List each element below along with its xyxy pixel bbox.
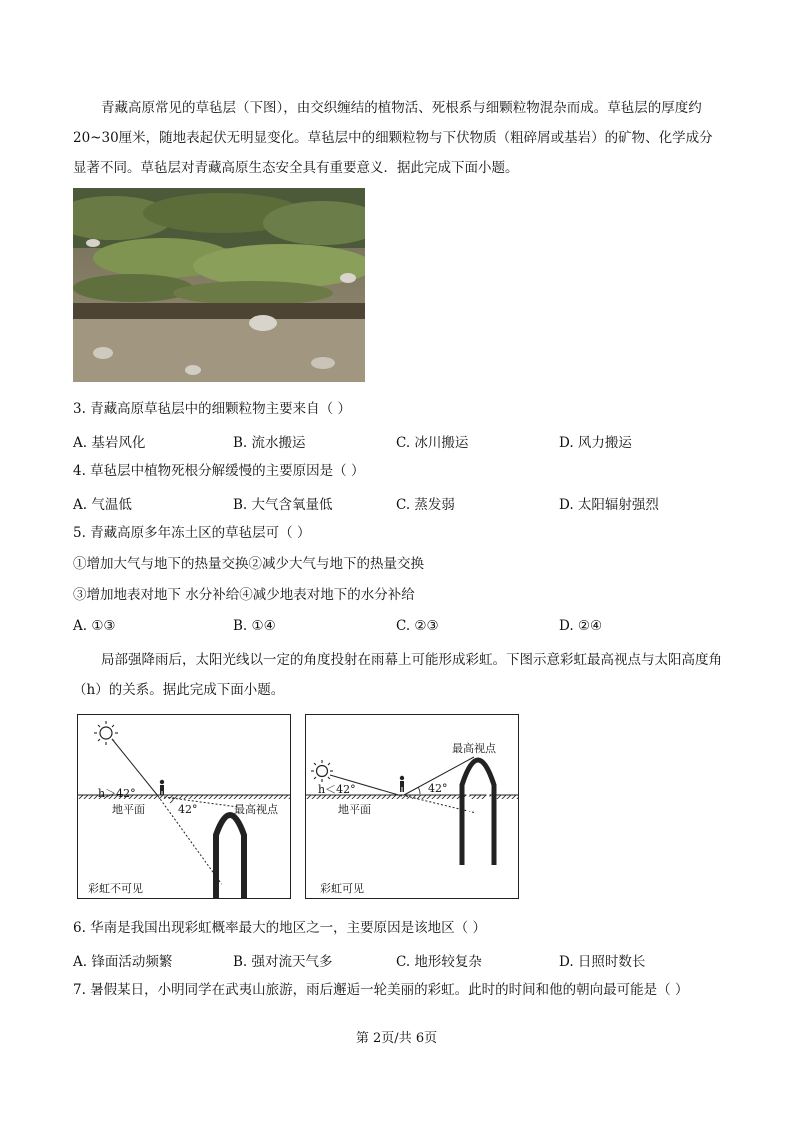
question-4-stem: 4. 草毡层中植物死根分解缓慢的主要原因是（ ） <box>73 463 365 479</box>
question-5-option-d[interactable]: D. ②④ <box>559 618 603 634</box>
question-4-option-d[interactable]: D. 太阳辐射强烈 <box>559 497 659 513</box>
question-6-option-b[interactable]: B. 强对流天气多 <box>233 954 333 970</box>
question-5-stem: 5. 青藏高原多年冻土区的草毡层可（ ） <box>73 525 311 541</box>
question-6-option-c[interactable]: C. 地形较复杂 <box>396 954 482 970</box>
question-5-option-b[interactable]: B. ①④ <box>233 618 276 634</box>
highest-point-label: 最高视点 <box>234 803 278 816</box>
question-3-option-c[interactable]: C. 冰川搬运 <box>396 435 469 451</box>
sun-icon <box>311 760 333 782</box>
rainbow-diagram-visible <box>305 714 519 899</box>
horizon-label: 地平面 <box>112 803 145 816</box>
grass-mat-photo <box>73 188 365 382</box>
question-5-line-1: ①增加大气与地下的热量交换②减少大气与地下的热量交换 <box>73 556 424 572</box>
diagram-caption: 彩虹可见 <box>320 882 364 895</box>
question-3-option-b[interactable]: B. 流水搬运 <box>233 435 306 451</box>
sun-angle-label: h＜42° <box>318 783 356 796</box>
sun-angle-label: h＞42° <box>98 787 136 800</box>
question-4-option-a[interactable]: A. 气温低 <box>73 497 132 513</box>
intro-paragraph-2: 局部强降雨后，太阳光线以一定的角度投射在雨幕上可能形成彩虹。下图示意彩虹最高视点与太阳高度角（h）的关系。据此完成下面小题。 <box>73 652 722 698</box>
question-5-line-2: ③增加地表对地下 水分补给④减少地表对地下的水分补给 <box>73 587 415 603</box>
intro-paragraph-1: 青藏高原常见的草毡层（下图），由交织缠结的植物活、死根系与细颗粒物混杂而成。草毡层的厚度约20~30厘米，随地表起伏无明显变化。草毡层中的细颗粒物与下伏物质（粗碎屑或基岩）的矿物、化学成分显著不同。草毡层对青藏高原生态安全具有重要意义．据此完成下面小题。 <box>73 100 713 176</box>
question-4-option-c[interactable]: C. 蒸发弱 <box>396 497 455 513</box>
question-4-option-b[interactable]: B. 大气含氧量低 <box>233 497 333 513</box>
rainbow-diagram-invisible <box>77 714 291 899</box>
angle-42-label: 42° <box>428 782 448 795</box>
diagram-caption: 彩虹不可见 <box>88 882 143 895</box>
question-6-stem: 6. 华南是我国出现彩虹概率最大的地区之一，主要原因是该地区（ ） <box>73 920 486 936</box>
highest-point-label: 最高视点 <box>452 742 496 755</box>
question-7-stem: 7. 暑假某日，小明同学在武夷山旅游，雨后邂逅一轮美丽的彩虹。此时的时间和他的朝向最可能是（ ） <box>73 982 689 998</box>
question-3-option-a[interactable]: A. 基岩风化 <box>73 435 146 451</box>
horizon-label: 地平面 <box>338 803 371 816</box>
question-5-option-c[interactable]: C. ②③ <box>396 618 439 634</box>
question-5-option-a[interactable]: A. ①③ <box>73 618 116 634</box>
question-6-option-a[interactable]: A. 锋面活动频繁 <box>73 954 173 970</box>
question-3-option-d[interactable]: D. 风力搬运 <box>559 435 632 451</box>
person-icon <box>160 780 164 795</box>
question-6-option-d[interactable]: D. 日照时数长 <box>559 954 646 970</box>
page-number-footer: 第 2页/共 6页 <box>355 1031 438 1046</box>
person-icon <box>400 776 404 792</box>
question-3-stem: 3. 青藏高原草毡层中的细颗粒物主要来自（ ） <box>73 401 351 417</box>
angle-42-label: 42° <box>178 803 198 816</box>
